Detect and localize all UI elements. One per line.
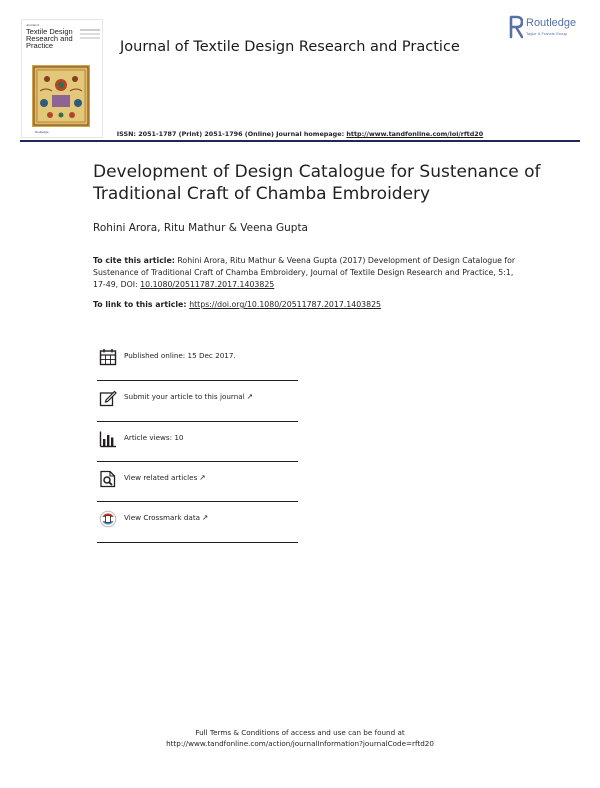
journal-title[interactable]: Journal of Textile Design Research and Practice (120, 39, 460, 55)
citation-label: To cite this article: (93, 256, 175, 265)
routledge-tagline: Taylor & Francis Group (526, 31, 567, 36)
crossmark-row[interactable] (97, 502, 298, 538)
crossmark-label: View Crossmark data (124, 513, 201, 522)
citation-text: Rohini Arora, Ritu Mathur & Veena Gupta (2017) Development of Design Catalogue for Sustenance of Traditional Craft of Chamba Embroidery, Journal of Textile Design Research and Practice, 5:1, 17-49, DOI: (93, 256, 516, 289)
edit-icon (99, 389, 117, 407)
routledge-logo[interactable] (509, 15, 591, 45)
cover-small-label: Journal of (26, 23, 40, 27)
article-link-block (93, 299, 523, 311)
external-link-icon: ↗ (202, 513, 209, 522)
journal-homepage-link[interactable]: http://www.tandfonline.com/loi/rftd20 (346, 130, 484, 138)
divider (97, 542, 298, 543)
article-views-label: Article views: 10 (124, 433, 184, 442)
footer (0, 727, 600, 749)
issn-line (0, 130, 600, 138)
submit-article-label: Submit your article to this journal (124, 392, 245, 401)
published-online-row (97, 340, 298, 376)
article-doi-link[interactable]: https://doi.org/10.1080/20511787.2017.1403825 (189, 300, 381, 309)
link-label: To link to this article: (93, 300, 190, 309)
crossmark-link[interactable] (124, 513, 208, 522)
crossmark-icon (99, 510, 117, 528)
cover-embroidery-image (32, 65, 90, 127)
footer-terms-link[interactable]: http://www.tandfonline.com/action/journalInformation?journalCode=rftd20 (166, 739, 434, 748)
routledge-r-icon (509, 15, 523, 39)
article-authors: Rohini Arora, Ritu Mathur & Veena Gupta (93, 222, 308, 234)
calendar-icon (99, 348, 117, 366)
external-link-icon: ↗ (246, 392, 253, 401)
related-articles-link[interactable] (124, 473, 206, 482)
related-articles-label: View related articles (124, 473, 198, 482)
article-views-row (97, 422, 298, 458)
footer-terms-text: Full Terms & Conditions of access and use can be found at (195, 728, 405, 737)
cover-publisher: Routledge (35, 130, 49, 134)
citation-block (93, 255, 523, 291)
external-link-icon: ↗ (199, 473, 206, 482)
issn-text: ISSN: 2051-1787 (Print) 2051-1796 (Online) Journal homepage: (116, 130, 347, 138)
routledge-name: Routledge (526, 17, 577, 29)
published-online-label: Published online: 15 Dec 2017. (124, 351, 236, 360)
citation-doi-link[interactable]: 10.1080/20511787.2017.1403825 (140, 280, 275, 289)
article-title: Development of Design Catalogue for Sustenance of Traditional Craft of Chamba Embroidery (93, 162, 541, 204)
cover-title: Textile Design Research and Practice (26, 27, 73, 50)
submit-article-row[interactable] (97, 381, 298, 417)
header-rule (20, 140, 580, 142)
submit-article-link[interactable] (124, 392, 253, 401)
related-articles-row[interactable] (97, 462, 298, 498)
cover-side-text (80, 29, 100, 39)
search-document-icon (99, 470, 117, 488)
journal-cover[interactable] (21, 19, 103, 138)
bar-chart-icon (99, 430, 117, 448)
